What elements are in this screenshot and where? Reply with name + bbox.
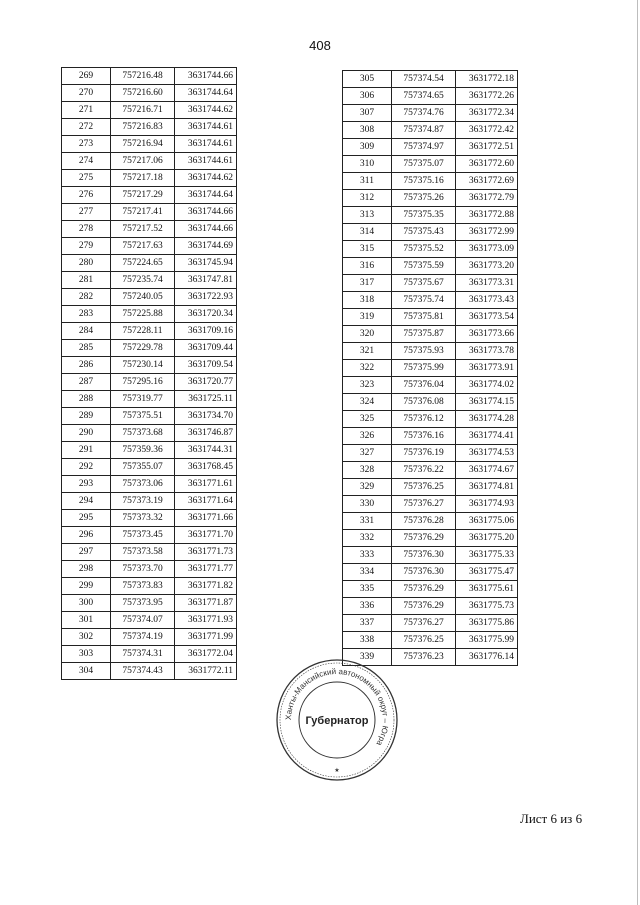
x-coordinate-cell: 757373.06 [111, 476, 175, 493]
y-coordinate-cell: 3631774.93 [456, 496, 518, 513]
x-coordinate-cell: 757217.52 [111, 221, 175, 238]
x-coordinate-cell: 757228.11 [111, 323, 175, 340]
x-coordinate-cell: 757376.22 [392, 462, 456, 479]
point-number-cell: 303 [62, 646, 111, 663]
point-number-cell: 283 [62, 306, 111, 323]
table-row [343, 445, 518, 462]
y-coordinate-cell: 3631744.61 [175, 136, 237, 153]
y-coordinate-cell: 3631744.64 [175, 85, 237, 102]
point-number-cell: 294 [62, 493, 111, 510]
table-row [343, 547, 518, 564]
y-coordinate-cell: 3631771.61 [175, 476, 237, 493]
y-coordinate-cell: 3631775.20 [456, 530, 518, 547]
table-row [343, 207, 518, 224]
y-coordinate-cell: 3631774.67 [456, 462, 518, 479]
x-coordinate-cell: 757217.18 [111, 170, 175, 187]
x-coordinate-cell: 757224.65 [111, 255, 175, 272]
seal-center-text: Губернатор [305, 715, 369, 727]
x-coordinate-cell: 757376.29 [392, 530, 456, 547]
table-row [343, 326, 518, 343]
page-edge-line [637, 0, 638, 905]
y-coordinate-cell: 3631774.02 [456, 377, 518, 394]
point-number-cell: 292 [62, 459, 111, 476]
y-coordinate-cell: 3631774.15 [456, 394, 518, 411]
y-coordinate-cell: 3631772.04 [175, 646, 237, 663]
table-row [343, 139, 518, 156]
x-coordinate-cell: 757376.08 [392, 394, 456, 411]
x-coordinate-cell: 757240.05 [111, 289, 175, 306]
y-coordinate-cell: 3631720.77 [175, 374, 237, 391]
x-coordinate-cell: 757376.28 [392, 513, 456, 530]
point-number-cell: 312 [343, 190, 392, 207]
table-row [343, 156, 518, 173]
y-coordinate-cell: 3631768.45 [175, 459, 237, 476]
table-row [343, 496, 518, 513]
table-row [62, 595, 237, 612]
x-coordinate-cell: 757375.52 [392, 241, 456, 258]
point-number-cell: 299 [62, 578, 111, 595]
y-coordinate-cell: 3631746.87 [175, 425, 237, 442]
table-row [62, 476, 237, 493]
point-number-cell: 285 [62, 340, 111, 357]
point-number-cell: 289 [62, 408, 111, 425]
point-number-cell: 300 [62, 595, 111, 612]
coordinates-table-right [342, 70, 518, 666]
x-coordinate-cell: 757375.67 [392, 275, 456, 292]
y-coordinate-cell: 3631747.81 [175, 272, 237, 289]
point-number-cell: 334 [343, 564, 392, 581]
x-coordinate-cell: 757376.12 [392, 411, 456, 428]
table-row [343, 615, 518, 632]
point-number-cell: 309 [343, 139, 392, 156]
y-coordinate-cell: 3631772.99 [456, 224, 518, 241]
point-number-cell: 330 [343, 496, 392, 513]
point-number-cell: 320 [343, 326, 392, 343]
table-row [343, 258, 518, 275]
y-coordinate-cell: 3631734.70 [175, 408, 237, 425]
y-coordinate-cell: 3631773.31 [456, 275, 518, 292]
coordinates-table-left [61, 67, 237, 680]
point-number-cell: 270 [62, 85, 111, 102]
x-coordinate-cell: 757375.93 [392, 343, 456, 360]
table-row [62, 408, 237, 425]
table-row [62, 119, 237, 136]
table-row [62, 391, 237, 408]
point-number-cell: 306 [343, 88, 392, 105]
seal-star-icon: ★ [334, 768, 340, 774]
point-number-cell: 338 [343, 632, 392, 649]
y-coordinate-cell: 3631773.66 [456, 326, 518, 343]
x-coordinate-cell: 757373.68 [111, 425, 175, 442]
table-row [343, 632, 518, 649]
y-coordinate-cell: 3631744.69 [175, 238, 237, 255]
x-coordinate-cell: 757225.88 [111, 306, 175, 323]
table-row [62, 136, 237, 153]
x-coordinate-cell: 757373.32 [111, 510, 175, 527]
table-row [62, 425, 237, 442]
table-row [62, 255, 237, 272]
point-number-cell: 333 [343, 547, 392, 564]
y-coordinate-cell: 3631773.54 [456, 309, 518, 326]
point-number-cell: 301 [62, 612, 111, 629]
x-coordinate-cell: 757230.14 [111, 357, 175, 374]
y-coordinate-cell: 3631775.33 [456, 547, 518, 564]
table-row [62, 68, 237, 85]
y-coordinate-cell: 3631771.64 [175, 493, 237, 510]
x-coordinate-cell: 757374.07 [111, 612, 175, 629]
point-number-cell: 327 [343, 445, 392, 462]
y-coordinate-cell: 3631774.41 [456, 428, 518, 445]
table-row [62, 561, 237, 578]
x-coordinate-cell: 757375.81 [392, 309, 456, 326]
table-row [62, 357, 237, 374]
x-coordinate-cell: 757375.35 [392, 207, 456, 224]
table-row [62, 527, 237, 544]
point-number-cell: 337 [343, 615, 392, 632]
table-row [343, 241, 518, 258]
point-number-cell: 332 [343, 530, 392, 547]
point-number-cell: 339 [343, 649, 392, 666]
y-coordinate-cell: 3631771.82 [175, 578, 237, 595]
table-row [343, 71, 518, 88]
x-coordinate-cell: 757375.26 [392, 190, 456, 207]
x-coordinate-cell: 757295.16 [111, 374, 175, 391]
point-number-cell: 281 [62, 272, 111, 289]
y-coordinate-cell: 3631775.86 [456, 615, 518, 632]
table-row [62, 544, 237, 561]
y-coordinate-cell: 3631775.47 [456, 564, 518, 581]
y-coordinate-cell: 3631720.34 [175, 306, 237, 323]
point-number-cell: 276 [62, 187, 111, 204]
x-coordinate-cell: 757359.36 [111, 442, 175, 459]
x-coordinate-cell: 757217.63 [111, 238, 175, 255]
table-row [343, 360, 518, 377]
table-row [62, 272, 237, 289]
point-number-cell: 324 [343, 394, 392, 411]
table-row [343, 530, 518, 547]
y-coordinate-cell: 3631771.77 [175, 561, 237, 578]
point-number-cell: 297 [62, 544, 111, 561]
point-number-cell: 305 [343, 71, 392, 88]
y-coordinate-cell: 3631771.73 [175, 544, 237, 561]
point-number-cell: 310 [343, 156, 392, 173]
table-row [343, 190, 518, 207]
x-coordinate-cell: 757376.29 [392, 581, 456, 598]
point-number-cell: 308 [343, 122, 392, 139]
point-number-cell: 275 [62, 170, 111, 187]
table-row [343, 564, 518, 581]
y-coordinate-cell: 3631771.87 [175, 595, 237, 612]
point-number-cell: 307 [343, 105, 392, 122]
x-coordinate-cell: 757373.95 [111, 595, 175, 612]
y-coordinate-cell: 3631772.51 [456, 139, 518, 156]
y-coordinate-cell: 3631773.43 [456, 292, 518, 309]
y-coordinate-cell: 3631744.61 [175, 153, 237, 170]
y-coordinate-cell: 3631772.34 [456, 105, 518, 122]
point-number-cell: 298 [62, 561, 111, 578]
table-row [343, 224, 518, 241]
x-coordinate-cell: 757355.07 [111, 459, 175, 476]
point-number-cell: 272 [62, 119, 111, 136]
point-number-cell: 287 [62, 374, 111, 391]
table-row [62, 578, 237, 595]
point-number-cell: 286 [62, 357, 111, 374]
x-coordinate-cell: 757374.31 [111, 646, 175, 663]
table-row [343, 479, 518, 496]
point-number-cell: 277 [62, 204, 111, 221]
y-coordinate-cell: 3631744.66 [175, 221, 237, 238]
x-coordinate-cell: 757375.99 [392, 360, 456, 377]
point-number-cell: 280 [62, 255, 111, 272]
table-row [62, 510, 237, 527]
x-coordinate-cell: 757217.29 [111, 187, 175, 204]
point-number-cell: 317 [343, 275, 392, 292]
point-number-cell: 278 [62, 221, 111, 238]
x-coordinate-cell: 757229.78 [111, 340, 175, 357]
x-coordinate-cell: 757375.16 [392, 173, 456, 190]
x-coordinate-cell: 757235.74 [111, 272, 175, 289]
point-number-cell: 336 [343, 598, 392, 615]
x-coordinate-cell: 757216.83 [111, 119, 175, 136]
point-number-cell: 325 [343, 411, 392, 428]
y-coordinate-cell: 3631774.81 [456, 479, 518, 496]
point-number-cell: 321 [343, 343, 392, 360]
x-coordinate-cell: 757217.06 [111, 153, 175, 170]
x-coordinate-cell: 757374.43 [111, 663, 175, 680]
table-row [343, 88, 518, 105]
y-coordinate-cell: 3631775.99 [456, 632, 518, 649]
point-number-cell: 293 [62, 476, 111, 493]
y-coordinate-cell: 3631725.11 [175, 391, 237, 408]
x-coordinate-cell: 757376.19 [392, 445, 456, 462]
x-coordinate-cell: 757216.94 [111, 136, 175, 153]
x-coordinate-cell: 757374.65 [392, 88, 456, 105]
point-number-cell: 329 [343, 479, 392, 496]
table-row [343, 343, 518, 360]
x-coordinate-cell: 757375.07 [392, 156, 456, 173]
point-number-cell: 319 [343, 309, 392, 326]
point-number-cell: 273 [62, 136, 111, 153]
point-number-cell: 295 [62, 510, 111, 527]
x-coordinate-cell: 757376.25 [392, 479, 456, 496]
y-coordinate-cell: 3631772.11 [175, 663, 237, 680]
y-coordinate-cell: 3631771.99 [175, 629, 237, 646]
x-coordinate-cell: 757374.19 [111, 629, 175, 646]
point-number-cell: 282 [62, 289, 111, 306]
table-row [62, 289, 237, 306]
table-row [62, 612, 237, 629]
x-coordinate-cell: 757373.83 [111, 578, 175, 595]
x-coordinate-cell: 757375.51 [111, 408, 175, 425]
x-coordinate-cell: 757375.87 [392, 326, 456, 343]
y-coordinate-cell: 3631722.93 [175, 289, 237, 306]
point-number-cell: 328 [343, 462, 392, 479]
table-row [62, 459, 237, 476]
point-number-cell: 291 [62, 442, 111, 459]
table-row [62, 85, 237, 102]
point-number-cell: 318 [343, 292, 392, 309]
x-coordinate-cell: 757217.41 [111, 204, 175, 221]
table-row [62, 442, 237, 459]
x-coordinate-cell: 757375.74 [392, 292, 456, 309]
x-coordinate-cell: 757373.45 [111, 527, 175, 544]
y-coordinate-cell: 3631772.79 [456, 190, 518, 207]
point-number-cell: 323 [343, 377, 392, 394]
table-row [62, 238, 237, 255]
x-coordinate-cell: 757374.54 [392, 71, 456, 88]
x-coordinate-cell: 757376.16 [392, 428, 456, 445]
x-coordinate-cell: 757375.43 [392, 224, 456, 241]
table-row [343, 411, 518, 428]
y-coordinate-cell: 3631772.18 [456, 71, 518, 88]
y-coordinate-cell: 3631772.69 [456, 173, 518, 190]
point-number-cell: 314 [343, 224, 392, 241]
table-row [62, 170, 237, 187]
table-row [62, 153, 237, 170]
y-coordinate-cell: 3631744.66 [175, 204, 237, 221]
point-number-cell: 313 [343, 207, 392, 224]
table-row [343, 292, 518, 309]
point-number-cell: 274 [62, 153, 111, 170]
y-coordinate-cell: 3631772.26 [456, 88, 518, 105]
y-coordinate-cell: 3631744.61 [175, 119, 237, 136]
point-number-cell: 296 [62, 527, 111, 544]
point-number-cell: 290 [62, 425, 111, 442]
y-coordinate-cell: 3631709.44 [175, 340, 237, 357]
x-coordinate-cell: 757376.27 [392, 615, 456, 632]
y-coordinate-cell: 3631744.62 [175, 102, 237, 119]
x-coordinate-cell: 757216.48 [111, 68, 175, 85]
table-row [343, 377, 518, 394]
point-number-cell: 315 [343, 241, 392, 258]
point-number-cell: 331 [343, 513, 392, 530]
y-coordinate-cell: 3631775.73 [456, 598, 518, 615]
table-row [343, 173, 518, 190]
point-number-cell: 326 [343, 428, 392, 445]
y-coordinate-cell: 3631772.88 [456, 207, 518, 224]
point-number-cell: 288 [62, 391, 111, 408]
y-coordinate-cell: 3631774.28 [456, 411, 518, 428]
table-row [62, 493, 237, 510]
y-coordinate-cell: 3631744.31 [175, 442, 237, 459]
y-coordinate-cell: 3631775.61 [456, 581, 518, 598]
point-number-cell: 269 [62, 68, 111, 85]
sheet-footer: Лист 6 из 6 [520, 811, 583, 826]
x-coordinate-cell: 757376.25 [392, 632, 456, 649]
y-coordinate-cell: 3631772.42 [456, 122, 518, 139]
x-coordinate-cell: 757373.19 [111, 493, 175, 510]
table-row [62, 374, 237, 391]
table-row [343, 105, 518, 122]
y-coordinate-cell: 3631771.93 [175, 612, 237, 629]
x-coordinate-cell: 757216.71 [111, 102, 175, 119]
point-number-cell: 279 [62, 238, 111, 255]
y-coordinate-cell: 3631772.60 [456, 156, 518, 173]
table-row [62, 221, 237, 238]
table-row [343, 122, 518, 139]
y-coordinate-cell: 3631709.54 [175, 357, 237, 374]
point-number-cell: 316 [343, 258, 392, 275]
table-row [62, 646, 237, 663]
x-coordinate-cell: 757373.70 [111, 561, 175, 578]
y-coordinate-cell: 3631774.53 [456, 445, 518, 462]
table-row [62, 323, 237, 340]
table-row [62, 187, 237, 204]
y-coordinate-cell: 3631773.91 [456, 360, 518, 377]
governor-seal [275, 658, 399, 782]
point-number-cell: 322 [343, 360, 392, 377]
y-coordinate-cell: 3631709.16 [175, 323, 237, 340]
table-row [343, 598, 518, 615]
table-row [62, 306, 237, 323]
point-number-cell: 302 [62, 629, 111, 646]
x-coordinate-cell: 757374.76 [392, 105, 456, 122]
x-coordinate-cell: 757376.30 [392, 547, 456, 564]
x-coordinate-cell: 757376.30 [392, 564, 456, 581]
point-number-cell: 271 [62, 102, 111, 119]
page-number: 408 [309, 38, 331, 53]
y-coordinate-cell: 3631773.78 [456, 343, 518, 360]
point-number-cell: 284 [62, 323, 111, 340]
table-row [343, 581, 518, 598]
table-row [62, 102, 237, 119]
y-coordinate-cell: 3631776.14 [456, 649, 518, 666]
table-row [343, 394, 518, 411]
x-coordinate-cell: 757376.27 [392, 496, 456, 513]
table-row [62, 629, 237, 646]
seal-ring-text: Ханты-Мансийский автономный округ – Югра [283, 666, 391, 748]
point-number-cell: 311 [343, 173, 392, 190]
x-coordinate-cell: 757374.87 [392, 122, 456, 139]
y-coordinate-cell: 3631744.64 [175, 187, 237, 204]
table-row [62, 663, 237, 680]
table-row [62, 340, 237, 357]
point-number-cell: 304 [62, 663, 111, 680]
table-row [62, 204, 237, 221]
x-coordinate-cell: 757216.60 [111, 85, 175, 102]
x-coordinate-cell: 757376.23 [392, 649, 456, 666]
y-coordinate-cell: 3631744.62 [175, 170, 237, 187]
table-row [343, 513, 518, 530]
y-coordinate-cell: 3631773.09 [456, 241, 518, 258]
y-coordinate-cell: 3631775.06 [456, 513, 518, 530]
x-coordinate-cell: 757374.97 [392, 139, 456, 156]
y-coordinate-cell: 3631773.20 [456, 258, 518, 275]
x-coordinate-cell: 757319.77 [111, 391, 175, 408]
y-coordinate-cell: 3631744.66 [175, 68, 237, 85]
x-coordinate-cell: 757376.29 [392, 598, 456, 615]
point-number-cell: 335 [343, 581, 392, 598]
y-coordinate-cell: 3631745.94 [175, 255, 237, 272]
table-row [343, 462, 518, 479]
table-row [343, 309, 518, 326]
y-coordinate-cell: 3631771.66 [175, 510, 237, 527]
x-coordinate-cell: 757375.59 [392, 258, 456, 275]
table-row [343, 428, 518, 445]
x-coordinate-cell: 757373.58 [111, 544, 175, 561]
y-coordinate-cell: 3631771.70 [175, 527, 237, 544]
x-coordinate-cell: 757376.04 [392, 377, 456, 394]
table-row [343, 275, 518, 292]
